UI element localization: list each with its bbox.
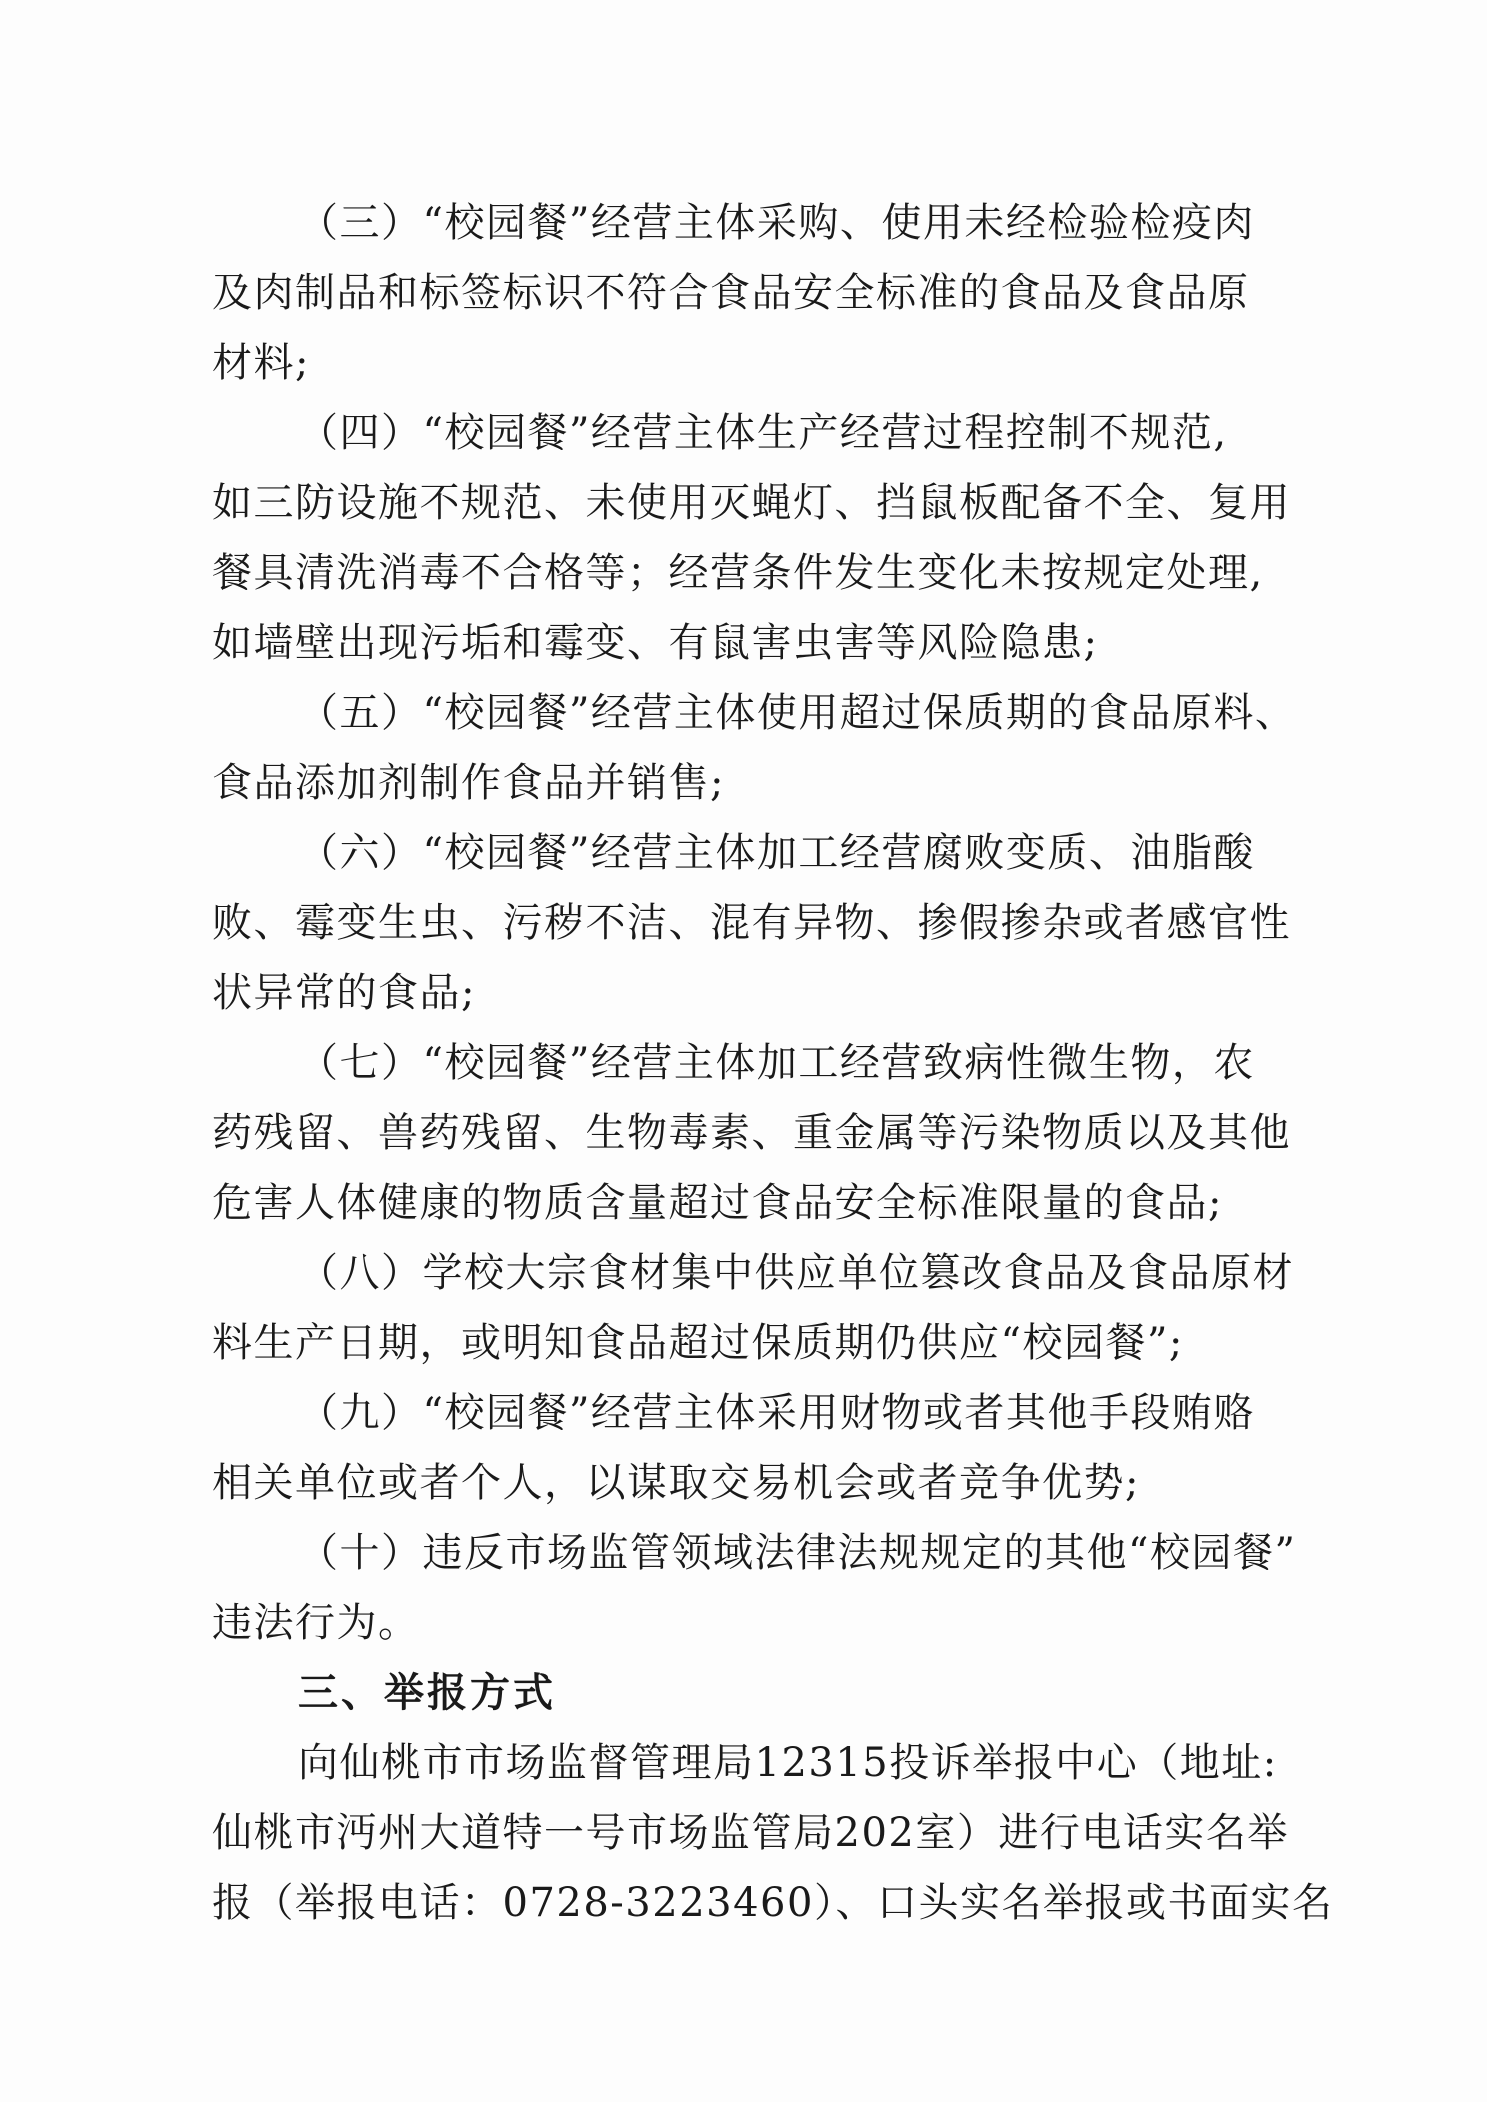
paragraph-6-line-1: （六）“校园餐”经营主体加工经营腐败变质、油脂酸 xyxy=(298,830,1255,876)
paragraph-9-line-2: 相关单位或者个人，以谋取交易机会或者竞争优势; xyxy=(212,1460,1140,1506)
paragraph-7-line-3: 危害人体健康的物质含量超过食品安全标准限量的食品; xyxy=(212,1180,1223,1226)
paragraph-8-line-2: 料生产日期，或明知食品超过保质期仍供应“校园餐”; xyxy=(212,1320,1184,1366)
paragraph-5-line-1: （五）“校园餐”经营主体使用超过保质期的食品原料、 xyxy=(298,690,1297,736)
paragraph-3-line-1: （三）“校园餐”经营主体采购、使用未经检验检疫肉 xyxy=(298,200,1255,246)
paragraph-4-line-2: 如三防设施不规范、未使用灭蝇灯、挡鼠板配备不全、复用 xyxy=(212,480,1291,526)
report-paragraph-line-3: 报（举报电话：0728-3223460）、口头实名举报或书面实名 xyxy=(212,1880,1334,1926)
paragraph-4-line-1: （四）“校园餐”经营主体生产经营过程控制不规范, xyxy=(298,410,1228,456)
paragraph-4-line-3: 餐具清洗消毒不合格等；经营条件发生变化未按规定处理, xyxy=(212,550,1264,596)
paragraph-10-line-1: （十）违反市场监管领域法律法规规定的其他“校园餐” xyxy=(298,1530,1297,1576)
paragraph-8-line-1: （八）学校大宗食材集中供应单位篡改食品及食品原材 xyxy=(298,1250,1294,1296)
paragraph-5-line-2: 食品添加剂制作食品并销售; xyxy=(212,760,725,806)
report-paragraph-line-1: 向仙桃市市场监督管理局12315投诉举报中心（地址: xyxy=(298,1740,1278,1786)
paragraph-10-line-2: 违法行为。 xyxy=(212,1600,420,1646)
paragraph-4-line-4: 如墙壁出现污垢和霉变、有鼠害虫害等风险隐患; xyxy=(212,620,1099,666)
paragraph-6-line-3: 状异常的食品; xyxy=(212,970,476,1016)
document-body xyxy=(212,188,1334,1938)
paragraph-6-line-2: 败、霉变生虫、污秽不洁、混有异物、掺假掺杂或者感官性 xyxy=(212,900,1291,946)
report-paragraph-line-2: 仙桃市沔州大道特一号市场监管局202室）进行电话实名举 xyxy=(212,1810,1289,1856)
paragraph-7-line-1: （七）“校园餐”经营主体加工经营致病性微生物，农 xyxy=(298,1040,1255,1086)
paragraph-7-line-2: 药残留、兽药残留、生物毒素、重金属等污染物质以及其他 xyxy=(212,1110,1291,1156)
paragraph-9-line-1: （九）“校园餐”经营主体采用财物或者其他手段贿赂 xyxy=(298,1390,1255,1436)
paragraph-3-line-2: 及肉制品和标签标识不符合食品安全标准的食品及食品原 xyxy=(212,270,1250,316)
section-heading-report-methods: 三、举报方式 xyxy=(298,1670,556,1716)
paragraph-3-line-3: 材料; xyxy=(212,340,310,386)
